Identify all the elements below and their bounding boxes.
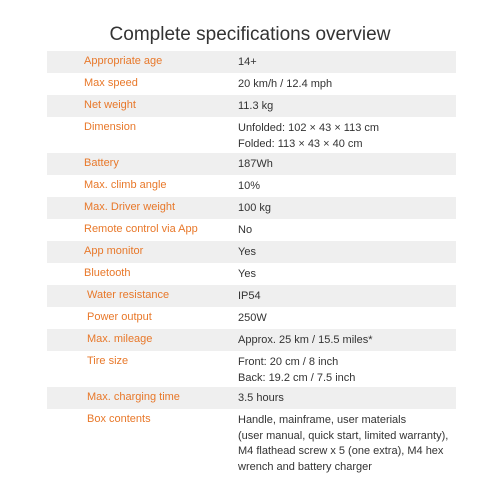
spec-value: Unfolded: 102 × 43 × 113 cm Folded: 113 × 43 × 40 cm — [238, 122, 380, 150]
spec-row-appropriate-age — [47, 51, 456, 73]
spec-value: IP54 — [238, 290, 261, 302]
spec-row-max-mileage — [47, 329, 456, 351]
spec-value: 10% — [238, 180, 261, 192]
spec-row-max-driver-weight — [47, 197, 456, 219]
spec-label: Water resistance — [87, 289, 170, 301]
spec-label: Dimension — [84, 121, 136, 133]
spec-row-remote-control — [47, 219, 456, 241]
spec-label: Appropriate age — [84, 55, 163, 67]
spec-row-max-climb-angle — [47, 175, 456, 197]
spec-label: Bluetooth — [84, 267, 131, 279]
spec-value: 187Wh — [238, 158, 273, 170]
spec-row-power-output — [47, 307, 456, 329]
spec-row-max-speed — [47, 73, 456, 95]
spec-row-net-weight — [47, 95, 456, 117]
spec-row-app-monitor — [47, 241, 456, 263]
spec-value: 3.5 hours — [238, 392, 284, 404]
spec-row-dimension — [47, 117, 456, 153]
spec-row-battery — [47, 153, 456, 175]
spec-label: Power output — [87, 311, 152, 323]
spec-label: Net weight — [84, 99, 136, 111]
spec-value: Yes — [238, 268, 256, 280]
spec-label: Box contents — [87, 413, 151, 425]
spec-value: Yes — [238, 246, 256, 258]
spec-value: 14+ — [238, 56, 257, 68]
spec-label: App monitor — [84, 245, 144, 257]
spec-table — [47, 51, 456, 477]
spec-row-water-resistance — [47, 285, 456, 307]
spec-label: Max speed — [84, 77, 138, 89]
spec-row-tire-size — [47, 351, 456, 387]
spec-row-box-contents — [47, 409, 456, 477]
page-title: Complete specifications overview — [109, 24, 391, 45]
spec-label: Remote control via App — [84, 223, 198, 235]
spec-label: Max. Driver weight — [84, 201, 176, 213]
spec-row-max-charging-time — [47, 387, 456, 409]
spec-label: Max. climb angle — [84, 179, 167, 191]
spec-value: 100 kg — [238, 202, 272, 214]
spec-value: 20 km/h / 12.4 mph — [238, 78, 333, 90]
spec-row-bluetooth — [47, 263, 456, 285]
spec-label: Max. charging time — [87, 391, 180, 403]
spec-value: Front: 20 cm / 8 inch Back: 19.2 cm / 7.5 inch — [238, 356, 356, 384]
spec-value: 11.3 kg — [238, 100, 274, 112]
spec-value: 250W — [238, 312, 267, 324]
spec-value: Handle, mainframe, user materials (user manual, quick start, limited warranty), M4 flathead screw x 5 (one extra), M4 hex wrench and battery charger — [238, 414, 449, 473]
spec-value: No — [238, 224, 253, 236]
spec-value: Approx. 25 km / 15.5 miles* — [238, 334, 373, 346]
spec-label: Max. mileage — [87, 333, 153, 345]
spec-label: Battery — [84, 157, 119, 169]
spec-label: Tire size — [87, 355, 129, 367]
